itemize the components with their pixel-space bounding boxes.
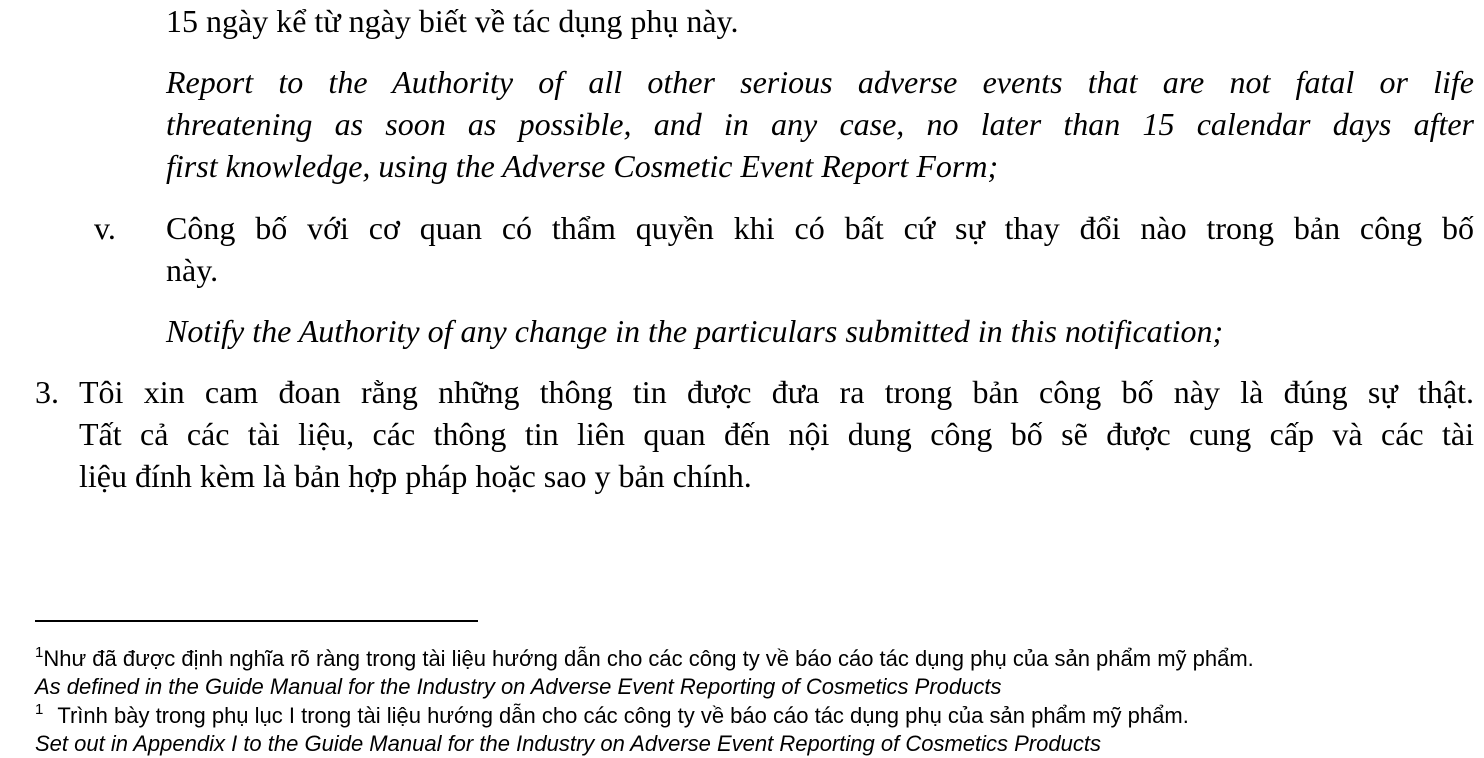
item-v-vi-line-1: Công bố với cơ quan có thẩm quyền khi có bất cứ sự thay đổi nào trong bản công bố [166,210,1474,246]
footnote-1-vi-text: Như đã được định nghĩa rõ ràng trong tài liệu hướng dẫn cho các công ty về báo cáo tác dụng phụ của sản phẩm mỹ phẩm. [43,646,1254,671]
footnote-2-vi-text: Trình bày trong phụ lục I trong tài liệu hướng dẫn cho các công ty về báo cáo tác dụng phụ của sản phẩm mỹ phẩm. [57,703,1189,728]
item-3-marker: 3. [35,374,59,410]
footnote-1-number: 1 [35,644,44,661]
footnote-1-vi [35,645,1254,673]
item-iv-vi-tail: 15 ngày kể từ ngày biết về tác dụng phụ này. [166,3,739,39]
footnote-2-vi [35,702,1189,730]
item-3-line-3: liệu đính kèm là bản hợp pháp hoặc sao y bản chính. [79,458,752,494]
item-v-marker: v. [94,210,116,246]
item-3-line-1: Tôi xin cam đoan rằng những thông tin được đưa ra trong bản công bố này là đúng sự thật. [79,374,1474,410]
item-v-en: Notify the Authority of any change in the particulars submitted in this notification; [166,313,1224,349]
item-iv-en-line-1: Report to the Authority of all other serious adverse events that are not fatal or life [166,64,1474,100]
item-v-vi-line-2: này. [166,252,219,288]
item-3-line-2: Tất cả các tài liệu, các thông tin liên quan đến nội dung công bố sẽ được cung cấp và các tài [79,416,1474,452]
footnote-separator [35,620,478,622]
footnote-1-en: As defined in the Guide Manual for the Industry on Adverse Event Reporting of Cosmetics Products [35,674,1002,699]
item-iv-en-line-2: threatening as soon as possible, and in any case, no later than 15 calendar days after [166,106,1474,142]
footnote-2-en: Set out in Appendix I to the Guide Manual for the Industry on Adverse Event Reporting of Cosmetics Products [35,731,1101,756]
footnote-2-number: 1 [35,701,44,718]
item-iv-en-line-3: first knowledge, using the Adverse Cosmetic Event Report Form; [166,148,999,184]
